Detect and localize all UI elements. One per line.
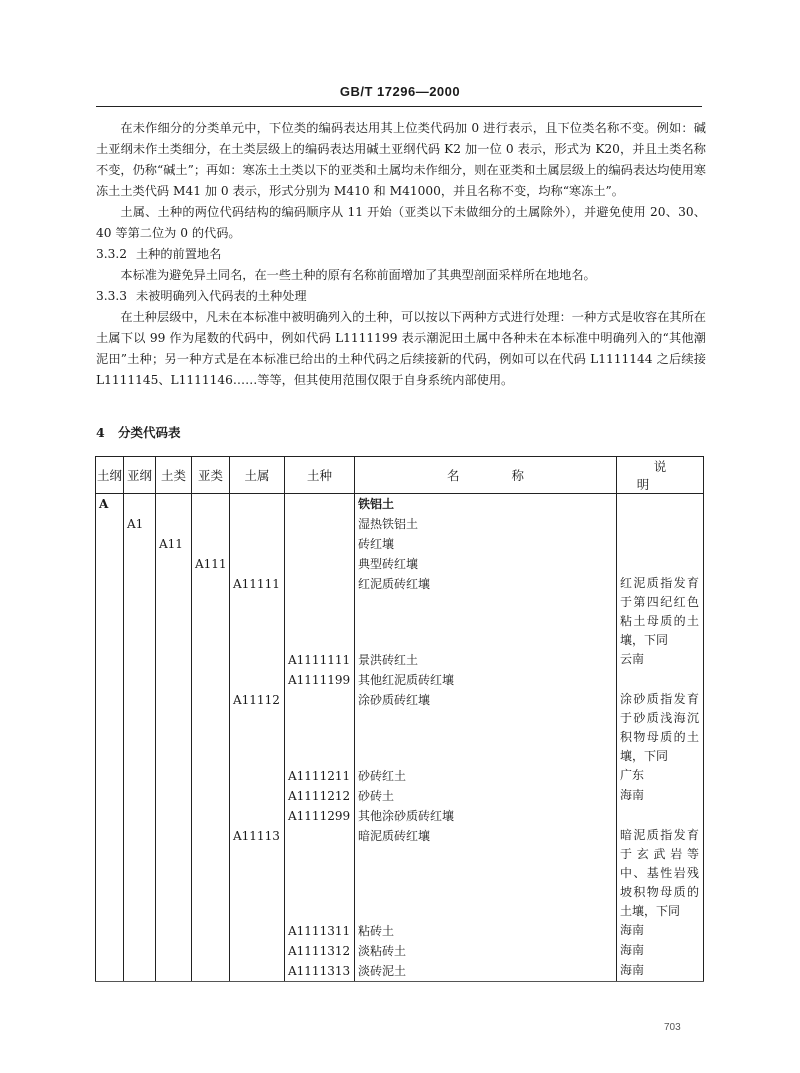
- subsection-332-title: 土种的前置地名: [136, 247, 222, 261]
- order-code: [96, 766, 124, 786]
- group-code: A11: [156, 534, 192, 554]
- soil-note: 海南: [617, 921, 704, 941]
- subgroup-code: [192, 670, 230, 690]
- soil-note: [617, 670, 704, 690]
- soil-note: 海南: [617, 961, 704, 982]
- table-row: [96, 690, 704, 766]
- paragraph-2: 土属、土种的两位代码结构的编码顺序从 11 开始（亚类以下未做细分的土属除外），并避免使用 20、30、40 等第二位为 0 的代码。: [96, 205, 706, 240]
- table-header-row: [96, 457, 704, 494]
- table-row: [96, 921, 704, 941]
- species-code: A1111212: [285, 786, 355, 806]
- group-code: [156, 574, 192, 650]
- order-code: [96, 941, 124, 961]
- soil-name: 红泥质砖红壤: [355, 574, 617, 650]
- subsection-333-heading: [96, 286, 706, 307]
- family-code: [230, 670, 285, 690]
- subsection-333-title: 未被明确列入代码表的土种处理: [136, 289, 307, 303]
- subgroup-code: [192, 941, 230, 961]
- subgroup-code: [192, 650, 230, 670]
- species-code: [285, 690, 355, 766]
- family-code: [230, 534, 285, 554]
- family-code: [230, 494, 285, 515]
- group-code: [156, 941, 192, 961]
- group-code: [156, 514, 192, 534]
- document-header: GB/T 17296—2000: [339, 84, 461, 99]
- species-code: [285, 574, 355, 650]
- header-order: 土纲: [96, 457, 124, 494]
- section-4-heading: [96, 423, 181, 441]
- subgroup-code: [192, 786, 230, 806]
- soil-note: [617, 806, 704, 826]
- suborder-code: [124, 534, 156, 554]
- table-row: [96, 554, 704, 574]
- order-code: [96, 921, 124, 941]
- soil-name: 淡砖泥土: [355, 961, 617, 982]
- subgroup-code: [192, 826, 230, 921]
- group-code: [156, 650, 192, 670]
- order-code: [96, 690, 124, 766]
- soil-name: 砂砖土: [355, 786, 617, 806]
- order-code: [96, 514, 124, 534]
- subsection-332-number: 3.3.2: [96, 247, 128, 261]
- soil-name: 其他涂砂质砖红壤: [355, 806, 617, 826]
- suborder-code: [124, 494, 156, 515]
- table-row: [96, 766, 704, 786]
- suborder-code: [124, 786, 156, 806]
- header-group: 土类: [156, 457, 192, 494]
- subsection-333-number: 3.3.3: [96, 289, 128, 303]
- table-row: [96, 650, 704, 670]
- family-code: [230, 806, 285, 826]
- family-code: A11111: [230, 574, 285, 650]
- species-code: [285, 534, 355, 554]
- table-row: [96, 574, 704, 650]
- subsection-332-text: 本标准为避免异土同名，在一些土种的原有名称前面增加了其典型剖面采样所在地地名。: [120, 268, 596, 282]
- species-code: [285, 494, 355, 515]
- soil-note: 海南: [617, 941, 704, 961]
- soil-name: 粘砖土: [355, 921, 617, 941]
- family-code: [230, 554, 285, 574]
- order-code: [96, 670, 124, 690]
- soil-name: 涂砂质砖红壤: [355, 690, 617, 766]
- suborder-code: [124, 554, 156, 574]
- group-code: [156, 670, 192, 690]
- family-code: A11112: [230, 690, 285, 766]
- header-name: 名称: [355, 457, 617, 494]
- group-code: [156, 961, 192, 982]
- group-code: [156, 921, 192, 941]
- family-code: A11113: [230, 826, 285, 921]
- order-code: [96, 554, 124, 574]
- family-code: [230, 921, 285, 941]
- header-subgroup: 亚类: [192, 457, 230, 494]
- subgroup-code: [192, 494, 230, 515]
- soil-note: 涂砂质指发育于砂质浅海沉积物母质的土壤，下同: [617, 690, 704, 766]
- group-code: [156, 826, 192, 921]
- table-row: [96, 826, 704, 921]
- subgroup-code: [192, 921, 230, 941]
- soil-note: [617, 534, 704, 554]
- soil-note: [617, 514, 704, 534]
- species-code: [285, 554, 355, 574]
- family-code: [230, 786, 285, 806]
- order-code: A: [96, 494, 124, 515]
- suborder-code: [124, 766, 156, 786]
- header-suborder: 亚纲: [124, 457, 156, 494]
- subgroup-code: [192, 574, 230, 650]
- section-4-number: 4: [96, 425, 105, 440]
- soil-name: 景洪砖红土: [355, 650, 617, 670]
- species-code: A1111111: [285, 650, 355, 670]
- soil-note: 暗泥质指发育于玄武岩等中、基性岩残坡积物母质的土壤，下同: [617, 826, 704, 921]
- species-code: [285, 514, 355, 534]
- suborder-code: [124, 690, 156, 766]
- family-code: [230, 514, 285, 534]
- soil-note: 红泥质指发育于第四纪红色粘土母质的土壤，下同: [617, 574, 704, 650]
- suborder-code: [124, 574, 156, 650]
- species-code: A1111311: [285, 921, 355, 941]
- group-code: [156, 786, 192, 806]
- soil-note: [617, 554, 704, 574]
- suborder-code: [124, 670, 156, 690]
- suborder-code: [124, 826, 156, 921]
- family-code: [230, 961, 285, 982]
- table-row: [96, 941, 704, 961]
- order-code: [96, 806, 124, 826]
- soil-note: 海南: [617, 786, 704, 806]
- table-row: [96, 534, 704, 554]
- subgroup-code: [192, 514, 230, 534]
- family-code: [230, 766, 285, 786]
- classification-code-table: [95, 456, 704, 982]
- header-rule: [96, 106, 702, 107]
- order-code: [96, 961, 124, 982]
- header-note: 说明: [617, 457, 704, 494]
- group-code: [156, 554, 192, 574]
- soil-name: 典型砖红壤: [355, 554, 617, 574]
- page-number: 703: [664, 1022, 681, 1033]
- species-code: A1111299: [285, 806, 355, 826]
- group-code: [156, 766, 192, 786]
- subgroup-code: [192, 766, 230, 786]
- soil-note: 云南: [617, 650, 704, 670]
- family-code: [230, 650, 285, 670]
- soil-name: 砖红壤: [355, 534, 617, 554]
- group-code: [156, 690, 192, 766]
- table-row: [96, 806, 704, 826]
- subsection-333-text: 在土种层级中，凡未在本标准中被明确列入的土种，可以按以下两种方式进行处理：一种方式是收容在其所在土属下以 99 作为尾数的代码中，例如代码 L1111199 表示潮泥田土属中各种未在本标准中明确列入的“其他潮泥田”土种；另一种方式是在本标准已给出的土种代码之后续接新的代码，例如可以在代码 L1111144 之后续接 L1111145、L1111146……等等，但其使用范围仅限于自身系统内部使用。: [96, 310, 706, 387]
- species-code: A1111211: [285, 766, 355, 786]
- order-code: [96, 534, 124, 554]
- group-code: [156, 806, 192, 826]
- subgroup-code: [192, 961, 230, 982]
- order-code: [96, 786, 124, 806]
- suborder-code: [124, 921, 156, 941]
- table-row: [96, 961, 704, 982]
- table-row: [96, 786, 704, 806]
- soil-note: 广东: [617, 766, 704, 786]
- soil-name: 湿热铁铝土: [355, 514, 617, 534]
- subgroup-code: [192, 806, 230, 826]
- species-code: [285, 826, 355, 921]
- header-species: 土种: [285, 457, 355, 494]
- section-4-title: 分类代码表: [118, 425, 181, 440]
- soil-name: 其他红泥质砖红壤: [355, 670, 617, 690]
- table-row: [96, 670, 704, 690]
- subgroup-code: A111: [192, 554, 230, 574]
- soil-note: [617, 494, 704, 515]
- paragraph-1: 在未作细分的分类单元中，下位类的编码表达用其上位类代码加 0 进行表示，且下位类名称不变。例如：碱土亚纲未作土类细分，在土类层级上的编码表达用碱土亚纲代码 K2 加一位 0 表示，形式为 K20，并且土类名称不变，仍称“碱土”；再如：寒冻土土类以下的亚类和土属均未作细分，则在亚类和土属层级上的编码表达均使用寒冻土土类代码 M41 加 0 表示，形式分别为 M410 和 M41000，并且名称不变，均称“寒冻土”。: [96, 121, 706, 198]
- family-code: [230, 941, 285, 961]
- species-code: A1111199: [285, 670, 355, 690]
- table-row: [96, 494, 704, 515]
- suborder-code: A1: [124, 514, 156, 534]
- intro-text: [96, 118, 706, 391]
- soil-name: 砂砖红土: [355, 766, 617, 786]
- soil-name: 铁铝土: [355, 494, 617, 515]
- order-code: [96, 650, 124, 670]
- subgroup-code: [192, 690, 230, 766]
- species-code: A1111313: [285, 961, 355, 982]
- table-row: [96, 514, 704, 534]
- subsection-332-heading: [96, 244, 706, 265]
- suborder-code: [124, 650, 156, 670]
- species-code: A1111312: [285, 941, 355, 961]
- soil-name: 淡粘砖土: [355, 941, 617, 961]
- group-code: [156, 494, 192, 515]
- suborder-code: [124, 941, 156, 961]
- suborder-code: [124, 806, 156, 826]
- subgroup-code: [192, 534, 230, 554]
- header-family: 土属: [230, 457, 285, 494]
- order-code: [96, 826, 124, 921]
- soil-name: 暗泥质砖红壤: [355, 826, 617, 921]
- order-code: [96, 574, 124, 650]
- suborder-code: [124, 961, 156, 982]
